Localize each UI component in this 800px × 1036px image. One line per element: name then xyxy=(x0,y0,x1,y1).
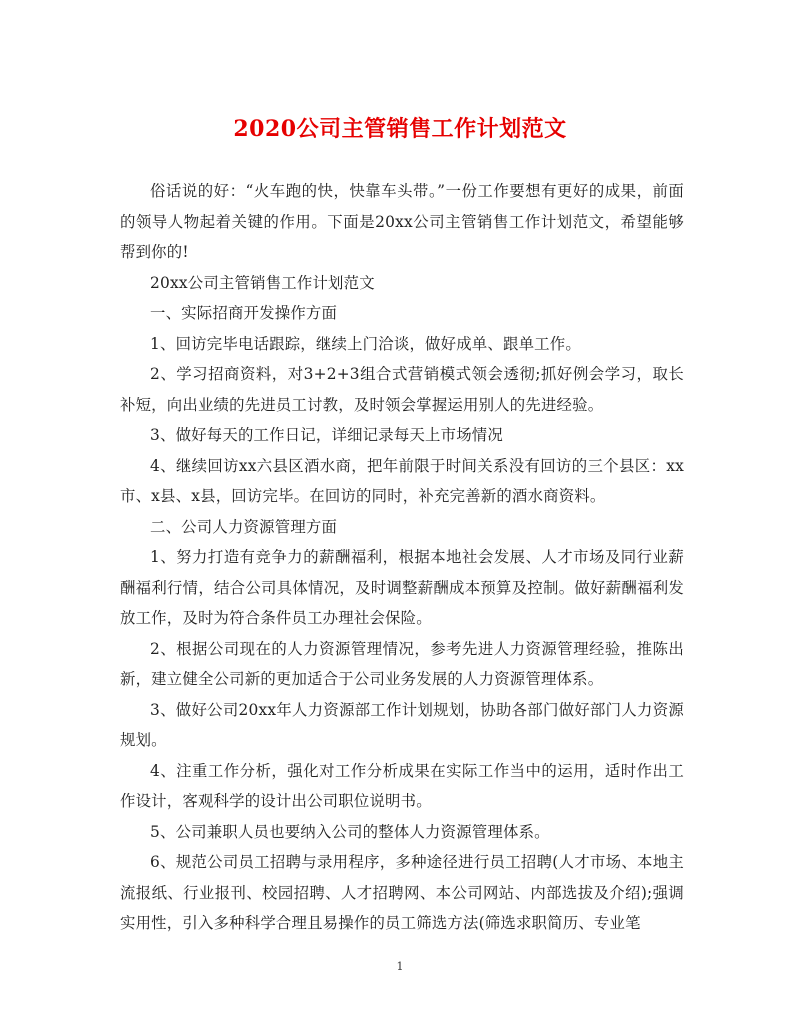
paragraph-2-3: 3、做好公司20xx年人力资源部工作计划规划，协助各部门做好部门人力资源规划。 xyxy=(120,700,684,749)
paragraph-intro: 俗话说的好：“火车跑的快，快靠车头带。”一份工作要想有更好的成果，前面的领导人物起着关键的作用。下面是20xx公司主管销售工作计划范文，希望能够帮到你的! xyxy=(120,182,684,261)
paragraph-1-4: 4、继续回访xx六县区酒水商，把年前限于时间关系没有回访的三个县区：xx市、x县、x县，回访完毕。在回访的同时，补充完善新的酒水商资料。 xyxy=(120,456,684,505)
document-title: 2020公司主管销售工作计划范文 xyxy=(233,116,567,142)
paragraph-1-2: 2、学习招商资料，对3+2+3组合式营销模式领会透彻;抓好例会学习，取长补短，向出业绩的先进员工讨教，及时领会掌握运用别人的先进经验。 xyxy=(120,365,684,414)
paragraph-2-6: 6、规范公司员工招聘与录用程序，多种途径进行员工招聘(人才市场、本地主流报纸、行业报刊、校园招聘、人才招聘网、本公司网站、内部选拔及介绍);强调实用性，引入多种科学合理且易操作的员工筛选方法(筛选求职简历、专业笔 xyxy=(120,853,684,932)
paragraph-2-2: 2、根据公司现在的人力资源管理情况，参考先进人力资源管理经验，推陈出新，建立健全公司新的更加适合于公司业务发展的人力资源管理体系。 xyxy=(120,639,684,688)
paragraph-2-5: 5、公司兼职人员也要纳入公司的整体人力资源管理体系。 xyxy=(150,822,550,841)
document-body xyxy=(120,176,684,939)
paragraph-2-1: 1、努力打造有竞争力的薪酬福利，根据本地社会发展、人才市场及同行业薪酬福利行情，结合公司具体情况，及时调整薪酬成本预算及控制。做好薪酬福利发放工作，及时为符合条件员工办理社会保险。 xyxy=(120,548,684,627)
paragraph-1-3: 3、做好每天的工作日记，详细记录每天上市场情况 xyxy=(150,426,503,444)
section-heading-2: 二、公司人力资源管理方面 xyxy=(150,517,338,536)
section-heading-1: 一、实际招商开发操作方面 xyxy=(150,304,338,322)
paragraph-1-1: 1、回访完毕电话跟踪，继续上门洽谈，做好成单、跟单工作。 xyxy=(150,334,581,353)
page-number: 1 xyxy=(396,960,404,973)
paragraph-subtitle: 20xx公司主管销售工作计划范文 xyxy=(150,273,375,292)
paragraph-2-4: 4、注重工作分析，强化对工作分析成果在实际工作当中的运用，适时作出工作设计，客观科学的设计出公司职位说明书。 xyxy=(120,761,684,810)
